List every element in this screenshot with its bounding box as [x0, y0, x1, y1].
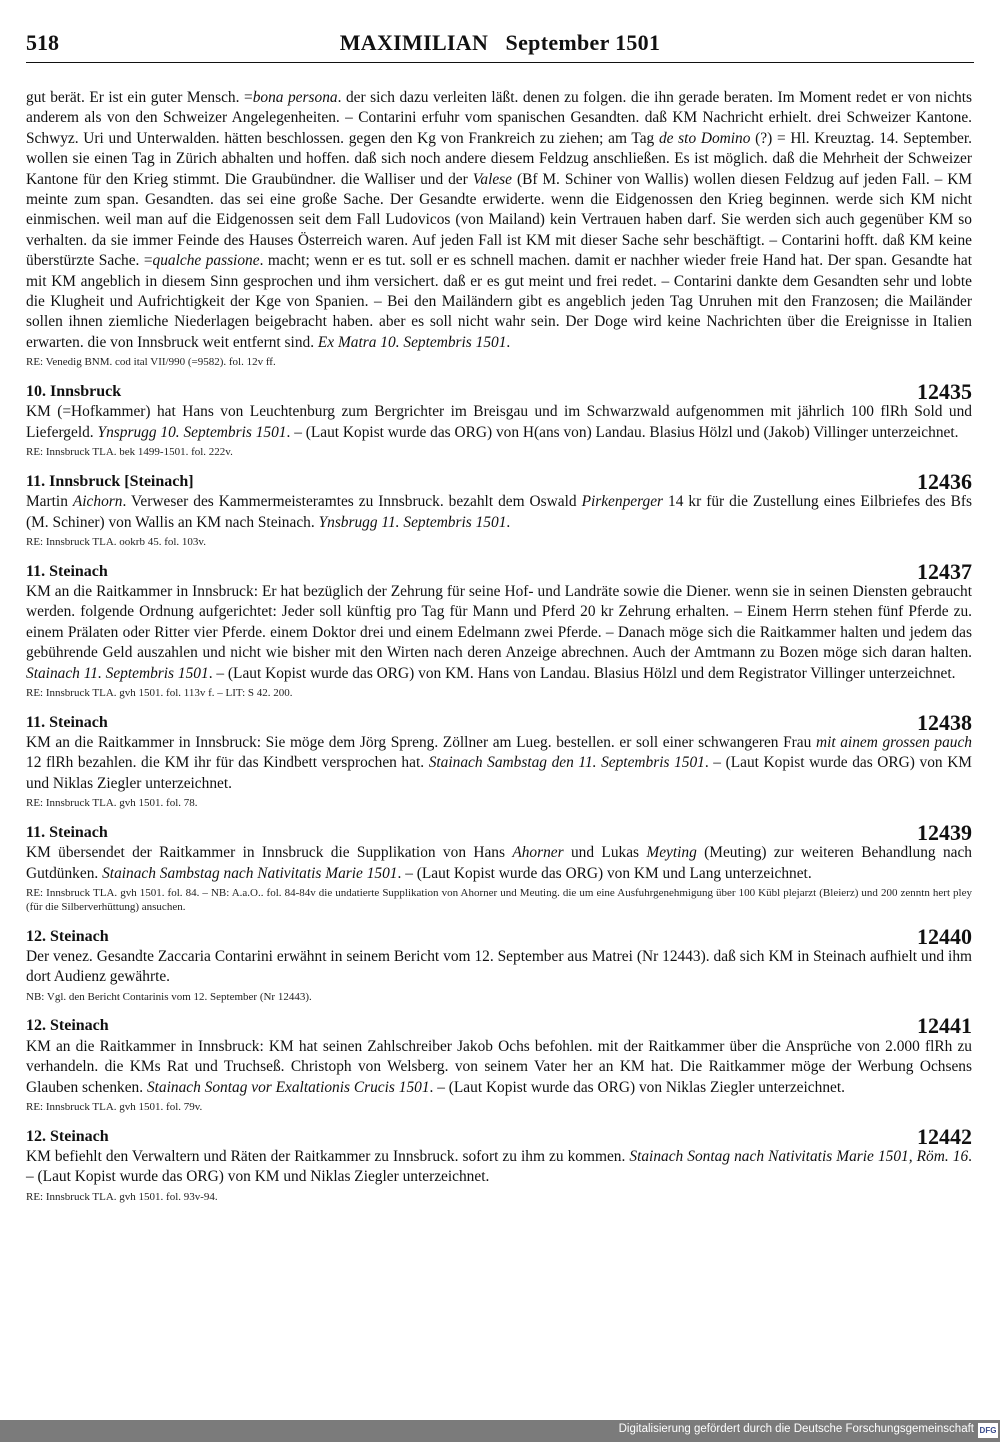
entry-text — [26, 402, 972, 443]
entry-text — [26, 582, 972, 684]
document-body — [26, 88, 972, 1204]
italic-quote: Stainach Sambstag den 11. Septembris 1501 — [428, 754, 705, 772]
italic-quote: Stainach Sontag vor Exaltationis Crucis 1501 — [146, 1078, 430, 1096]
regest-entry — [26, 1015, 972, 1114]
entry-date-place: 12. Steinach — [26, 1127, 109, 1145]
source-reference: RE: Innsbruck TLA. ookrb 45. fol. 103v. — [26, 535, 206, 548]
entry-heading — [26, 560, 972, 582]
italic-quote: Pirkenperger — [581, 493, 664, 511]
entry-text — [26, 947, 972, 988]
italic-quote: Stainach Sambstag nach Nativitatis Marie 1501 — [102, 864, 398, 882]
italic-quote: bona persona — [252, 89, 338, 106]
entry-heading — [26, 380, 972, 402]
entry-number: 12439 — [917, 819, 972, 845]
text-run: 12 flRh bezahlen. die KM ihr für das Kindbett versprochen hat. — [26, 754, 429, 772]
entry-text — [26, 843, 972, 884]
italic-quote: Ex Matra 10. Septembris 1501 — [317, 333, 507, 351]
entry-heading — [26, 1125, 972, 1147]
entry-number: 12437 — [917, 558, 972, 584]
regest-entry — [26, 1125, 972, 1204]
entry-number: 12442 — [917, 1123, 972, 1149]
source-reference: RE: Innsbruck TLA. bek 1499-1501. fol. 222v. — [26, 446, 233, 459]
entry-number: 12441 — [917, 1013, 972, 1039]
text-run: KM an die Raitkammer in Innsbruck: Sie möge dem Jörg Spreng. Zöllner am Lueg. bestellen. er soll einer schwangeren Frau — [26, 733, 816, 751]
entry-date-place: 12. Steinach — [26, 927, 109, 945]
regest-entry — [26, 711, 972, 810]
text-run: KM an die Raitkammer in Innsbruck: Er hat bezüglich der Zehrung für seine Hof- und Landräte sowie die Diener. wenn sie in seinen Diensten gebraucht werden. folgende Ordnung aufgerichtet: Jeder soll künftig pro Tag für Mann und Pferd 20 kr Zehrung erhalten. – Einem Herrn stehen fünf Pferde zu. einem Prälaten oder Ritter vier Pferde. einem Doktor drei und einem Edelmann zwei Pferde. – Danach möge sich die Raitkammer halten und jedem das gebührende Geld auszahlen und nicht wie bisher mit den Wirten nach deren Anzeige abrechnen. Auch der Amtmann zu Bozen möge sich daran halten. — [26, 582, 972, 662]
entry-date-place: 11. Innsbruck [Steinach] — [26, 472, 194, 490]
text-run: gut berät. Er ist ein guter Mensch. = — [26, 89, 253, 106]
entry-text — [26, 1147, 972, 1188]
text-run: . – (Laut Kopist wurde das ORG) von KM. Hans von Landau. Blasius Hölzl und dem Registrator Villinger unterzeichnet. — [208, 664, 956, 682]
entry-heading — [26, 470, 972, 492]
source-reference: RE: Innsbruck TLA. gvh 1501. fol. 78. — [26, 797, 198, 810]
text-run: . – (Laut Kopist wurde das ORG) von Niklas Ziegler unterzeichnet. — [429, 1078, 845, 1096]
italic-quote: Stainach 11. Septembris 1501 — [26, 664, 209, 682]
italic-quote: de sto Domino — [658, 129, 751, 147]
entry-number: 12438 — [917, 709, 972, 735]
text-run: (Bf M. Schiner von Wallis) wollen diesen Feldzug auf jeden Fall. – KM meinte zum span. Gesandten. das sei eine große Sache. Der Gesandte erwiderte. wenn die Eidgenossen den Krieg beginnen. werde sich KM nicht einmischen. weil man auf die Eidgenossen seit dem Fall Ludovicos (von Mailand) kein Vertrauen haben darf. Sie werden sich auch gegenüber KM so verhalten. da sie immer Feinde des Hauses Österreich waren. Auf jeden Fall ist KM mit dieser Sache sehr beschäftigt. – Contarini hofft. daß KM keine überstürzte Sache. = — [26, 170, 973, 270]
entry-date-place: 11. Steinach — [26, 562, 108, 580]
text-run: . macht; wenn er es tut. soll er es schnell machen. damit er nachher wieder freie Hand hat. Der span. Gesandte hat mit KM angeblich in diesem Sinn gesprochen und ihm versichert. daß er es gut meint und frei redet. – Contarini dankte dem Gesandten sehr und lobte die Klugheit und Aufrichtigkeit der Kge von Spanien. – Bei den Mailändern gibt es angeblich jeden Tag Unruhen mit den Franzosen; die Mailänder sollen ihnen ziemliche Niederlagen beigebracht haben. aber es soll nicht wahr sein. Der Doge wird keine Nachrichten über die Ereignisse in Italien erwarten. die von Innsbruck weit entfernt sind. — [26, 252, 972, 351]
text-run: KM (=Hofkammer) hat Hans von Leuchtenburg zum Bergrichter im Breisgau und im Schwarzwald aufgenommen mit jährlich 100 flRh Sold und Liefergeld. — [26, 403, 972, 441]
italic-quote: Stainach Sontag nach Nativitatis Marie 1501, Röm. 16 — [629, 1148, 969, 1165]
entry-date-place: 11. Steinach — [26, 823, 108, 841]
entry-text — [26, 492, 972, 533]
regest-entry — [26, 470, 972, 549]
source-reference: RE: Innsbruck TLA. gvh 1501. fol. 79v. — [26, 1101, 203, 1113]
italic-quote: Aichorn — [72, 493, 123, 511]
text-run: (Meuting) zur weiteren Behandlung nach Gutdünken. — [26, 844, 972, 882]
entry-heading — [26, 1015, 972, 1037]
source-reference: RE: Venedig BNM. cod ital VII/990 (=9582). fol. 12v ff. — [26, 356, 276, 369]
text-run: . der sich dazu verleiten läßt. denen zu folgen. die ihn gerade beraten. Im Moment redet er von nichts anderem als von den Schweizer Angelegenheiten. – Contarini erfuhr vom spanischen Gesandten. daß KM Nachricht erhielt. drei Schweizer Kantone. Schwyz. Uri und Unterwalden. hätten beschlossen. gegen den Kg von Frankreich zu ziehen; am Tag — [26, 89, 972, 147]
entry-heading — [26, 711, 972, 733]
text-run: . – (Laut Kopist wurde das ORG) von KM und Niklas Ziegler unterzeichnet. — [26, 1148, 972, 1186]
regest-entry — [26, 560, 972, 700]
intro-section — [26, 88, 972, 369]
text-run: Der venez. Gesandte Zaccaria Contarini erwähnt in seinem Bericht vom 12. September aus Matrei (Nr 12443). daß sich KM in Steinach aufhielt und ihm dort Audienz gewährte. — [26, 947, 972, 986]
regest-entry — [26, 821, 972, 914]
entry-number: 12436 — [917, 468, 972, 494]
entry-list — [26, 380, 972, 1204]
text-run: . – (Laut Kopist wurde das ORG) von KM und Lang unterzeichnet. — [397, 864, 812, 882]
italic-quote: Meyting — [646, 844, 697, 862]
text-run: . – (Laut Kopist wurde das ORG) von H(ans von) Landau. Blasius Hölzl und (Jakob) Villinger unterzeichnet. — [286, 423, 959, 441]
text-run: KM übersendet der Raitkammer in Innsbruck die Supplikation von Hans — [26, 844, 513, 862]
text-run: . — [506, 333, 511, 351]
page-number: 518 — [26, 30, 59, 55]
italic-quote: Ahorner — [512, 844, 564, 862]
italic-quote: Ynsbrugg 11. Septembris 1501 — [318, 513, 507, 531]
source-reference: NB: Vgl. den Bericht Contarinis vom 12. September (Nr 12443). — [26, 990, 312, 1003]
running-head: MAXIMILIAN September 1501 — [339, 30, 661, 55]
text-run: . — [506, 513, 511, 531]
entry-number: 12435 — [917, 378, 972, 404]
regest-entry — [26, 380, 972, 459]
text-run: KM befiehlt den Verwaltern und Räten der Raitkammer zu Innsbruck. sofort zu ihm zu kommen. — [26, 1148, 630, 1165]
page-header — [26, 30, 974, 63]
dfg-logo: DFG — [978, 1423, 998, 1438]
italic-quote: Ynsprugg 10. Septembris 1501 — [97, 423, 287, 441]
italic-quote: mit ainem grossen pauch — [815, 733, 973, 751]
text-run: und Lukas — [563, 844, 647, 862]
entry-date-place: 12. Steinach — [26, 1017, 109, 1035]
regest-entry — [26, 925, 972, 1004]
entry-text — [26, 1037, 972, 1098]
text-run: . – (Laut Kopist wurde das ORG) von KM und Niklas Ziegler unterzeichnet. — [26, 754, 972, 792]
source-reference: RE: Innsbruck TLA. gvh 1501. fol. 113v f. – LIT: S 42. 200. — [26, 686, 293, 699]
text-run: 14 kr für die Zustellung eines Eilbriefes des Bfs (M. Schiner) von Wallis an KM nach Steinach. — [26, 493, 973, 531]
text-run: KM an die Raitkammer in Innsbruck: KM hat seinen Zahlschreiber Jakob Ochs befohlen. mit der Raitkammer über die Ansprüche von 2.000 flRh zu verhandeln. die KMs Rat und Truchseß. Christoph von Welsberg. von seinem Vater her an KM hat. Die Raitkammer möge der Werbung Ochsens Glauben schenken. — [26, 1037, 972, 1096]
entry-date-place: 11. Steinach — [26, 713, 108, 731]
source-reference: RE: Innsbruck TLA. gvh 1501. fol. 93v-94. — [26, 1190, 218, 1203]
entry-number: 12440 — [917, 923, 972, 949]
source-reference: RE: Innsbruck TLA. gvh 1501. fol. 84. – NB: A.a.O.. fol. 84-84v die undatierte Supplikation von Ahorner und Meuting. die um eine Ausfuhrgenehmigung über 100 Kübl plejarzt (Bleierz) und 200 zenntn hert pley (für die Silberverhüttung) ansuchen. — [26, 886, 972, 913]
text-run: Martin — [26, 493, 73, 511]
entry-heading — [26, 925, 972, 947]
text-run: . Verweser des Kammermeisteramtes zu Innsbruck. bezahlt dem Oswald — [122, 493, 582, 511]
entry-heading — [26, 821, 972, 843]
italic-quote: Valese — [472, 170, 513, 188]
entry-date-place: 10. Innsbruck — [26, 382, 122, 400]
footer-bar — [0, 1420, 1000, 1442]
italic-quote: qualche passione — [152, 252, 260, 270]
intro-paragraph — [26, 88, 972, 353]
funding-credit: Digitalisierung gefördert durch die Deutsche Forschungsgemeinschaft — [618, 1423, 974, 1435]
entry-text — [26, 733, 972, 794]
text-run: (?) = Hl. Kreuztag. 14. September. wollen sie einen Tag in Zürich abhalten und hoffen. daß sich noch andere diesem Feldzug anschließen. Es ist möglich. daß die Mehrheit der Schweizer Kantone für den Krieg stimmt. Die Graubündner. die Walliser und der — [26, 129, 972, 188]
